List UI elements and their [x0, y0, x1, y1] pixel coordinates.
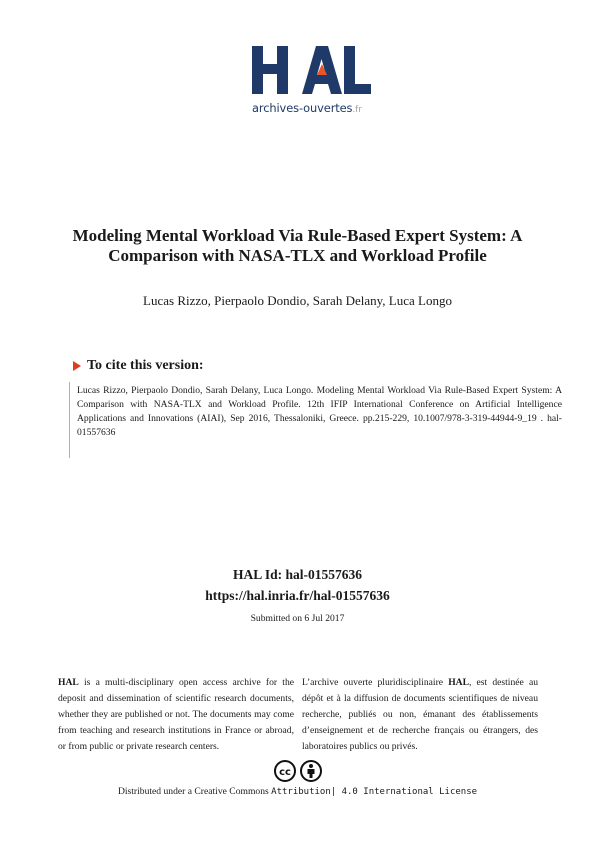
triangle-bullet-icon — [73, 361, 81, 371]
cite-heading-label: To cite this version: — [87, 358, 204, 373]
paper-title: Modeling Mental Workload Via Rule-Based Expert System: A Comparison with NASA-TLX and Workload Profile — [72, 226, 523, 265]
submitted-date: Submitted on 6 Jul 2017 — [250, 613, 345, 624]
logo-subtitle: archives-ouvertes.fr — [252, 101, 362, 115]
license-text: Distributed under a Creative Commons Attribution| 4.0 International License — [117, 786, 478, 797]
license-link[interactable]: Attribution| 4.0 International License — [271, 787, 478, 797]
creative-commons-by-icon — [274, 760, 322, 787]
cite-text: Lucas Rizzo, Pierpaolo Dondio, Sarah Delany, Luca Longo. Modeling Mental Workload Via Rule-Based Expert System: A Comparison with NASA-TLX and Workload Profile. 12th IFIP International Conference on Artificial Intelligence Applications and Innovations (AIAI), Sep 2016, Thessaloniki, Greece. pp.215-229, 10.1007/978-3-319-44944-9_19 . hal-01557636 — [77, 385, 562, 439]
hal-logo — [0, 0, 595, 120]
hal-logo-mark — [250, 42, 372, 98]
hal-description-en: HAL is a multi-disciplinary open access archive for the deposit and dissemination of scientific research documents, whether they are published or not. The documents may come from teaching and research institutions in France or abroad, or from public or private research centers. — [58, 677, 294, 752]
svg-text:cc: cc — [279, 767, 291, 778]
hal-description-fr: L’archive ouverte pluridisciplinaire HAL, est destinée au dépôt et à la diffusion de documents scientifiques de niveau recherche, publiés ou non, émanant des établissements d’enseignement et de recherche français ou étrangers, des laboratoires publics ou privés. — [302, 677, 538, 752]
hal-id: HAL Id: hal-01557636 — [232, 567, 363, 582]
hal-url-link[interactable]: https://hal.inria.fr/hal-01557636 — [205, 588, 390, 603]
cite-heading — [73, 358, 204, 374]
paper-authors: Lucas Rizzo, Pierpaolo Dondio, Sarah Delany, Luca Longo — [143, 293, 452, 308]
cite-divider — [69, 382, 70, 458]
